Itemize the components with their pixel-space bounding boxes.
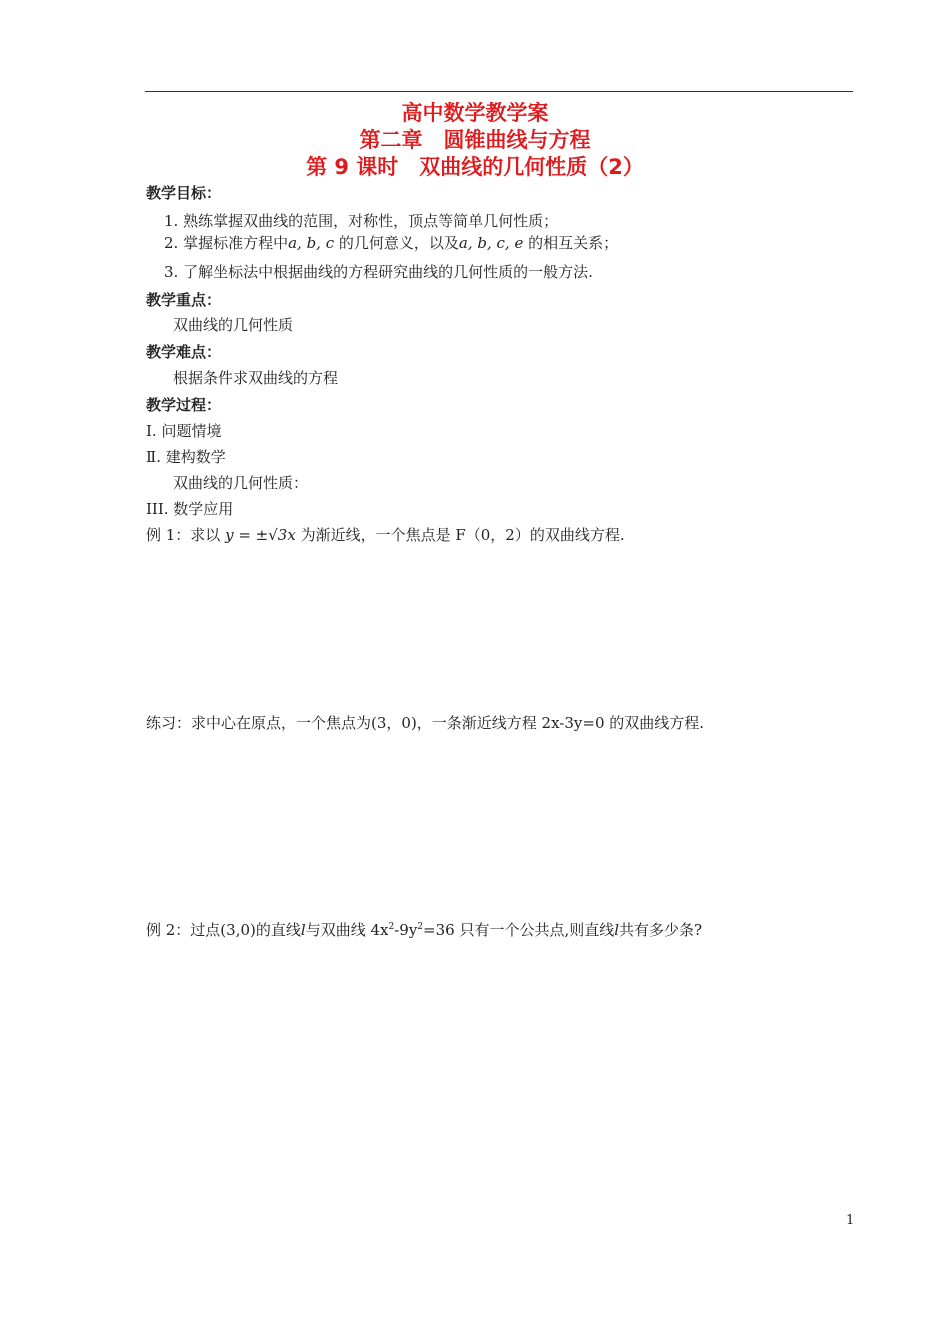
example-2 (146, 920, 702, 940)
objective-item-1: 1. 熟练掌握双曲线的范围，对称性，顶点等简单几何性质； (164, 212, 559, 230)
objective-item-2-text-mid: 的几何意义，以及 (334, 234, 459, 252)
exercise: 练习：求中心在原点，一个焦点为(3，0)，一条渐近线方程 2x-3y=0 的双曲线方程. (146, 714, 705, 732)
objective-item-2-text: 2. 掌握标准方程中 (164, 234, 289, 252)
objective-item-2 (164, 233, 618, 253)
lesson-title: 第 9 课时 双曲线的几何性质（2） (306, 155, 644, 179)
example-2-text-end: 共有多少条? (619, 921, 703, 939)
page-number: 1 (846, 1213, 855, 1228)
example-2-text-mid: 与双曲线 4x (305, 921, 389, 939)
example-2-text-mid3: =36 只有一个公共点,则直线 (423, 921, 615, 939)
example-1-text: 例 1：求以 (146, 526, 226, 544)
chapter-title: 第二章 圆锥曲线与方程 (359, 128, 591, 152)
example-2-text: 例 2：过点(3,0)的直线 (146, 921, 301, 939)
example-1-text-end: 为渐近线，一个焦点是 F（0，2）的双曲线方程. (295, 526, 625, 544)
process-heading: 教学过程： (146, 396, 222, 414)
process-step-2-text: 双曲线的几何性质： (173, 474, 309, 492)
process-step-3: III. 数学应用 (146, 500, 234, 518)
exponent: 2 (417, 922, 424, 932)
difficulty-text: 根据条件求双曲线的方程 (173, 369, 339, 387)
objective-item-2-math-abc: a, b, c (288, 234, 335, 252)
example-2-text-mid2: -9y (394, 921, 418, 939)
exponent: 2 (388, 922, 395, 932)
header-rule (145, 91, 853, 92)
objective-item-3: 3. 了解坐标法中根据曲线的方程研究曲线的几何性质的一般方法. (164, 263, 593, 281)
process-step-2: Ⅱ. 建构数学 (146, 448, 226, 466)
line-l-symbol: l (300, 921, 306, 939)
line-l-symbol: l (614, 921, 620, 939)
document-title: 高中数学教学案 (401, 101, 549, 125)
key-point-heading: 教学重点： (146, 291, 222, 309)
process-step-1: Ⅰ. 问题情境 (146, 422, 222, 440)
difficulty-heading: 教学难点： (146, 343, 222, 361)
objectives-heading: 教学目标： (146, 184, 222, 202)
objective-item-2-text-end: 的相互关系； (523, 234, 619, 252)
key-point-text: 双曲线的几何性质 (173, 316, 294, 334)
asymptote-formula: y = ±√3x (225, 526, 296, 544)
example-1 (146, 525, 625, 545)
objective-item-2-math-abce: a, b, c, e (458, 234, 524, 252)
